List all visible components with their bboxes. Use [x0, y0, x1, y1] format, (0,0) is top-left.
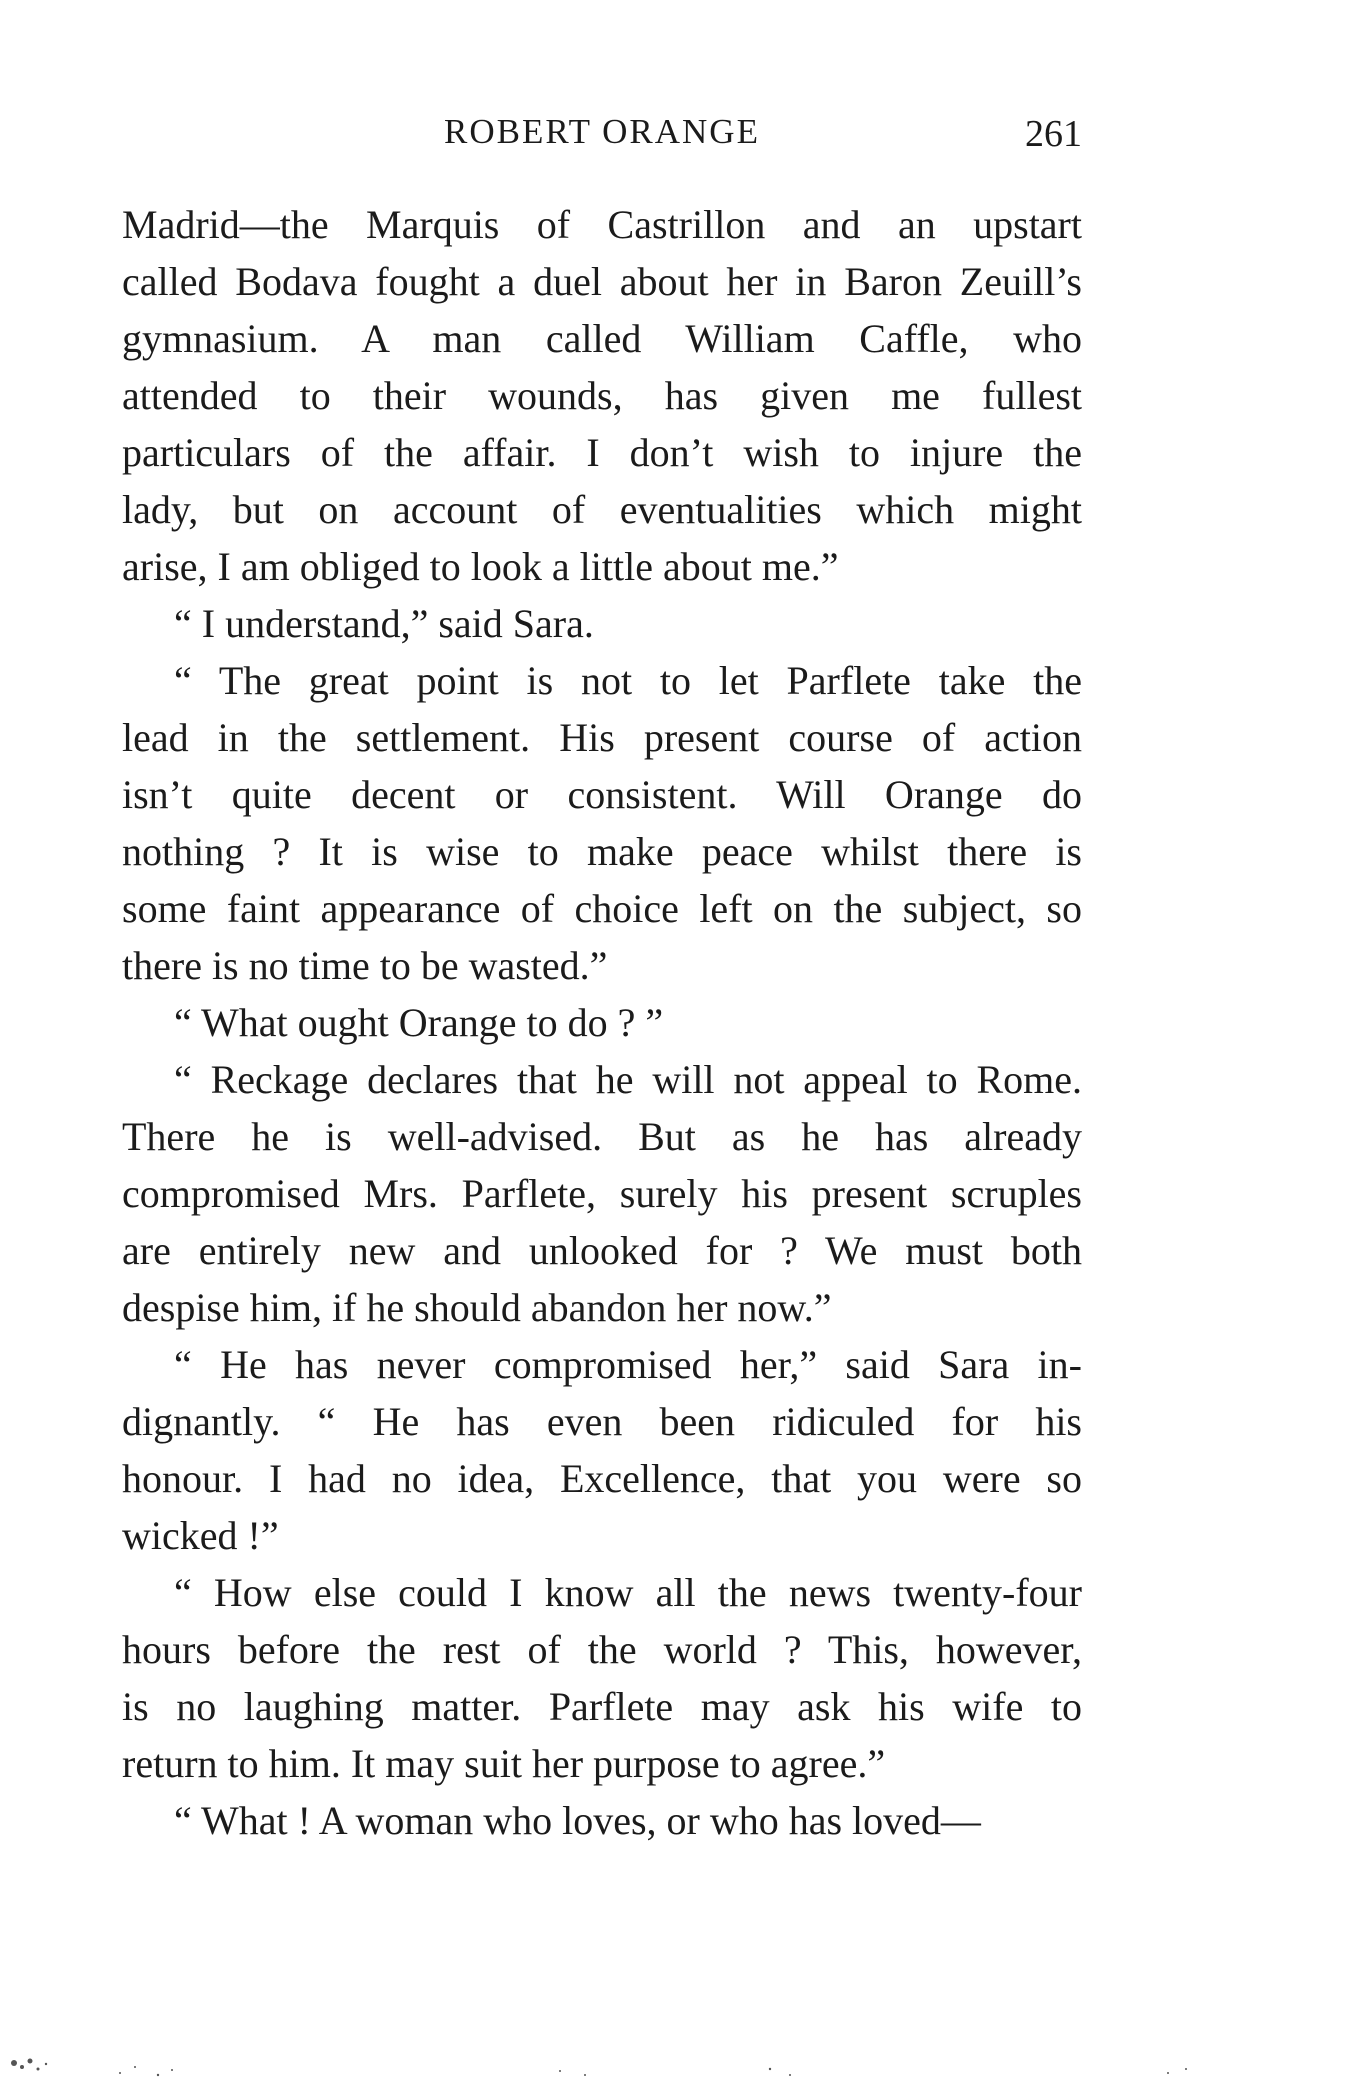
text-line: isn’t quite decent or consistent. Will Orange do [122, 772, 1082, 817]
text-line: “ What ! A woman who loves, or who has loved— [174, 1798, 981, 1843]
page-number: 261 [1025, 113, 1082, 155]
text-line: there is no time to be wasted.” [122, 943, 608, 988]
text-line: hours before the rest of the world ? This, however, [122, 1627, 1082, 1672]
text-line: attended to their wounds, has given me fullest [122, 373, 1082, 418]
text-line: compromised Mrs. Parflete, surely his present scruples [122, 1171, 1082, 1216]
text-line: return to him. It may suit her purpose to agree.” [122, 1741, 886, 1786]
text-line: Madrid—the Marquis of Castrillon and an upstart [122, 202, 1082, 247]
text-line: dignantly. “ He has even been ridiculed for his [122, 1399, 1082, 1444]
paper-specks [0, 2023, 1368, 2093]
text-line: lead in the settlement. His present course of action [122, 715, 1082, 760]
text-line: gymnasium. A man called William Caffle, who [122, 316, 1082, 361]
text-line: honour. I had no idea, Excellence, that you were so [122, 1456, 1082, 1501]
text-line: arise, I am obliged to look a little about me.” [122, 544, 839, 589]
text-line: wicked !” [122, 1513, 279, 1558]
text-line: some faint appearance of choice left on the subject, so [122, 886, 1082, 931]
text-line: despise him, if he should abandon her now.” [122, 1285, 832, 1330]
text-line: nothing ? It is wise to make peace whilst there is [122, 829, 1082, 874]
text-line: There he is well-advised. But as he has already [122, 1114, 1082, 1159]
running-title: ROBERT ORANGE [444, 112, 760, 151]
text-line: “ How else could I know all the news twenty-four [174, 1570, 1082, 1615]
text-line: “ The great point is not to let Parflete take the [174, 658, 1082, 703]
text-line: “ I understand,” said Sara. [174, 601, 594, 646]
text-line: called Bodava fought a duel about her in Baron Zeuill’s [122, 259, 1082, 304]
running-head [122, 112, 1082, 162]
body-text [122, 196, 1082, 1849]
text-line: “ Reckage declares that he will not appeal to Rome. [174, 1057, 1082, 1102]
text-line: is no laughing matter. Parflete may ask his wife to [122, 1684, 1082, 1729]
text-line: are entirely new and unlooked for ? We must both [122, 1228, 1082, 1273]
text-line: “ What ought Orange to do ? ” [174, 1000, 664, 1045]
text-line: particulars of the affair. I don’t wish to injure the [122, 430, 1082, 475]
text-line: “ He has never compromised her,” said Sara in- [174, 1342, 1082, 1387]
text-line: lady, but on account of eventualities which might [122, 487, 1082, 532]
